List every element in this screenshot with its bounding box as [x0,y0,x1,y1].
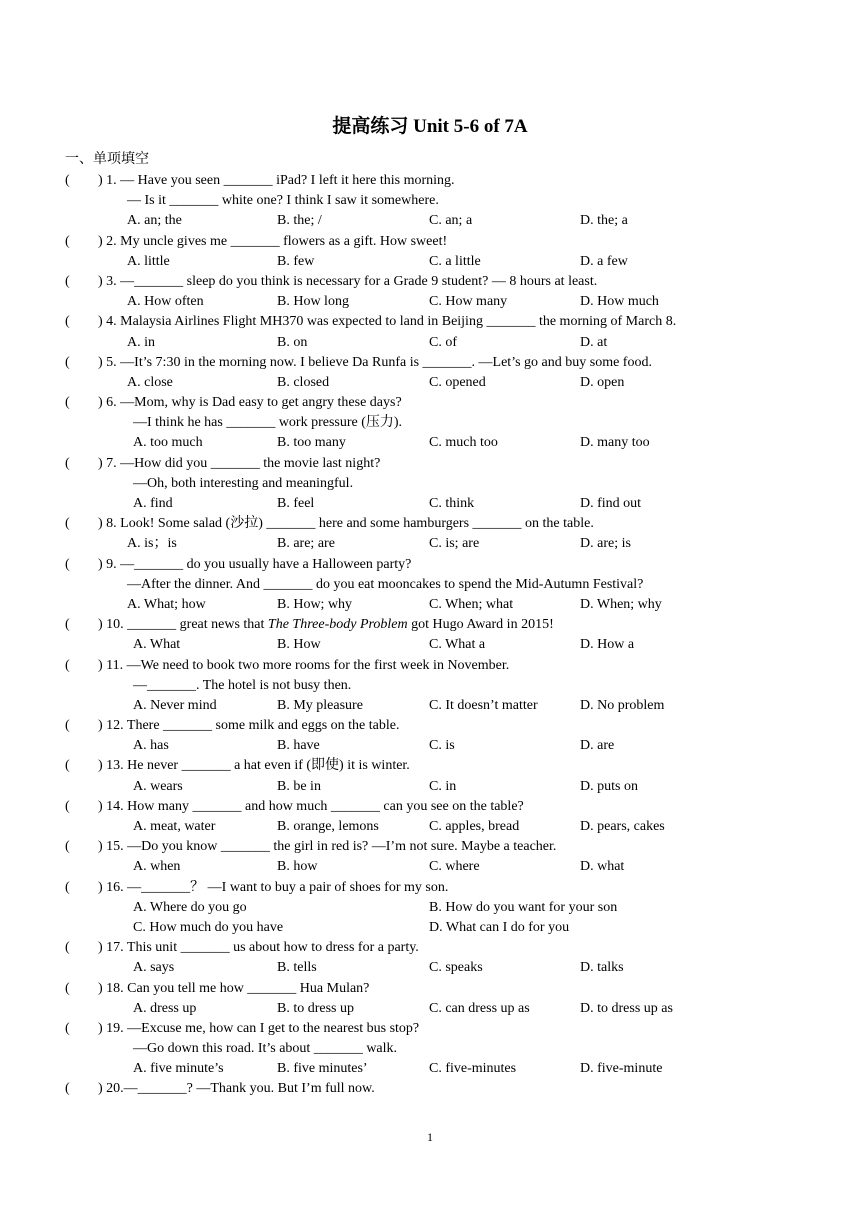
option-c: C. opened [429,374,486,390]
question-7 [0,454,860,474]
option-a: A. find [133,496,173,511]
answer-paren: ( [65,839,70,855]
option-a: A. five minute’s [133,1061,224,1077]
question-4 [0,312,860,332]
question-5 [0,353,860,373]
option-d: D. No problem [580,697,665,713]
option-c: C. much too [429,435,498,451]
option-b: B. How; why [277,596,353,612]
answer-paren: ( [65,879,70,895]
option-a: A. when [133,859,181,875]
question-text: ) 3. —_______ sleep do you think is necessary for a Grade 9 student? — 8 hours at least. [98,273,598,289]
option-d: D. what [580,859,625,875]
option-a: A. meat, water [133,819,216,834]
option-d: D. talks [580,960,624,976]
question-6 [0,393,860,413]
option-c: C. What a [429,637,486,653]
option-b: B. too many [277,435,346,451]
options-row [0,817,860,837]
option-d: D. to dress up as [580,1000,673,1016]
option-d: D. When; why [580,596,662,612]
option-b: B. be in [277,778,321,794]
option-b: B. the; / [277,213,322,229]
question-11 [0,656,860,676]
question-text: ) 15. —Do you know _______ the girl in red is? —I’m not sure. Maybe a teacher. [98,839,557,855]
options-row [0,736,860,756]
option-a: A. too much [133,435,203,451]
option-a: A. is；is [127,536,177,552]
option-c: C. where [429,859,480,875]
question-text: ) 1. — Have you seen _______ iPad? I left it here this morning. [98,173,455,188]
option-a: A. Where do you go [133,899,247,915]
options-row [0,252,860,272]
options-row [0,918,860,938]
option-d: D. at [580,334,608,350]
option-a: A. What; how [127,596,206,612]
options-row [0,534,860,554]
question-text: ) 12. There _______ some milk and eggs on the table. [98,718,400,734]
option-d: D. are; is [580,536,631,552]
option-d: D. many too [580,435,650,451]
options-row [0,696,860,716]
option-c: C. is [429,738,455,754]
option-b: B. on [277,334,308,350]
option-a: A. Never mind [133,697,217,713]
answer-paren: ( [65,273,70,289]
options-row [0,333,860,353]
question-1 [0,171,860,191]
question-17 [0,938,860,958]
question-12 [0,716,860,736]
question-text: ) 14. How many _______ and how much _______ can you see on the table? [98,798,524,814]
answer-paren: ( [65,395,70,411]
book-title: The Three-body Problem [267,617,408,633]
option-b: B. have [277,738,320,754]
answer-paren: ( [65,233,70,249]
answer-paren: ( [65,173,70,188]
option-b: B. how [277,859,318,875]
question-text: ) 7. —How did you _______ the movie last night? [98,455,381,471]
option-c: C. How many [429,294,508,310]
question-2 [0,232,860,252]
options-row [0,635,860,655]
question-20 [0,1079,860,1099]
option-b: B. How do you want for your son [429,899,618,915]
options-row [0,595,860,615]
option-a: A. says [133,960,175,976]
question-text: ) 11. —We need to book two more rooms for the first week in November. [98,657,510,673]
question-text-cont: —Go down this road. It’s about _______ walk. [133,1041,398,1057]
option-a: A. What [133,637,181,653]
answer-paren: ( [65,1020,70,1036]
option-c: C. speaks [429,960,483,976]
question-text: ) 17. This unit _______ us about how to dress for a party. [98,940,419,956]
options-row [0,857,860,877]
question-text: ) 2. My uncle gives me _______ flowers as a gift. How sweet! [98,233,448,249]
options-row [0,433,860,453]
page-number: 1 [427,1130,433,1144]
options-row [0,958,860,978]
option-b: B. tells [277,960,317,976]
answer-paren: ( [65,354,70,370]
option-d: D. pears, cakes [580,819,665,834]
option-d: D. open [580,374,625,390]
option-c: C. When; what [429,596,514,612]
option-b: B. orange, lemons [277,819,379,834]
option-a: A. an; the [127,213,182,229]
option-d: D. are [580,738,615,754]
question-14 [0,797,860,817]
option-c: C. of [429,334,457,350]
option-b: B. few [277,253,315,269]
option-c: C. is; are [429,536,480,552]
question-text: ) 4. Malaysia Airlines Flight MH370 was expected to land in Beijing _______ the morning of March 8. [98,314,677,330]
option-c: C. a little [429,253,481,269]
question-19 [0,1019,860,1039]
question-text: ) 5. —It’s 7:30 in the morning now. I believe Da Runfa is _______. —Let’s go and buy some food. [98,354,652,370]
options-row [0,494,860,514]
options-row [0,898,860,918]
option-a: A. close [127,374,173,390]
option-b: B. five minutes’ [277,1061,368,1077]
answer-paren: ( [65,556,70,572]
options-row [0,211,860,231]
option-c: C. five-minutes [429,1061,517,1077]
answer-paren: ( [65,516,70,532]
option-d: D. What can I do for you [429,919,570,935]
question-text-cont: —I think he has _______ work pressure (压力). [133,415,403,431]
question-text: ) 20.—_______? —Thank you. But I’m full now. [98,1081,375,1097]
question-text: ) 19. —Excuse me, how can I get to the nearest bus stop? [98,1020,420,1036]
option-d: D. find out [580,496,642,511]
option-b: B. My pleasure [277,697,363,713]
option-b: B. How [277,637,321,653]
answer-paren: ( [65,455,70,471]
option-c: C. How much do you have [133,919,284,935]
question-16 [0,878,860,898]
option-d: D. puts on [580,778,638,794]
question-text: ) 10. _______ great news that The Three-body Problem got Hugo Award in 2015! [98,617,554,633]
option-b: B. How long [277,294,349,310]
answer-paren: ( [65,657,70,673]
option-c: C. in [429,778,457,794]
option-c: C. think [429,496,475,511]
option-c: C. apples, bread [429,819,520,834]
option-a: A. in [127,334,155,350]
option-d: D. How a [580,637,635,653]
option-b: B. are; are [277,536,335,552]
question-text: ) 9. —_______ do you usually have a Halloween party? [98,556,412,572]
answer-paren: ( [65,940,70,956]
question-9 [0,555,860,575]
answer-paren: ( [65,718,70,734]
question-text: ) 18. Can you tell me how _______ Hua Mulan? [98,980,370,996]
question-list [0,171,860,1100]
option-c: C. an; a [429,213,473,229]
option-c: C. can dress up as [429,1000,530,1016]
question-text-cont: —After the dinner. And _______ do you eat mooncakes to spend the Mid-Autumn Festival? [127,576,644,592]
question-10 [0,615,860,635]
options-row [0,777,860,797]
option-a: A. little [127,253,170,269]
option-d: D. five-minute [580,1061,663,1077]
question-8 [0,514,860,534]
options-row [0,1059,860,1079]
options-row [0,292,860,312]
question-text: ) 6. —Mom, why is Dad easy to get angry these days? [98,395,402,411]
question-text-cont: — Is it _______ white one? I think I saw it somewhere. [127,193,439,209]
option-a: A. has [133,738,169,754]
question-3 [0,272,860,292]
answer-paren: ( [65,314,70,330]
option-a: A. How often [127,294,204,310]
option-d: D. the; a [580,213,628,229]
question-text: ) 8. Look! Some salad (沙拉) _______ here and some hamburgers _______ on the table. [98,516,594,532]
answer-paren: ( [65,980,70,996]
options-row [0,999,860,1019]
question-text: ) 16. —_______？ —I want to buy a pair of shoes for my son. [98,879,449,895]
option-a: A. dress up [133,1000,197,1016]
question-text-cont: —Oh, both interesting and meaningful. [133,475,354,491]
option-c: C. It doesn’t matter [429,697,538,713]
answer-paren: ( [65,758,70,774]
question-text: ) 13. He never _______ a hat even if (即使) it is winter. [98,758,410,774]
option-d: D. a few [580,253,628,269]
option-d: D. How much [580,294,659,310]
answer-paren: ( [65,798,70,814]
options-row [0,373,860,393]
option-b: B. closed [277,374,330,390]
page-title: 提高练习 Unit 5-6 of 7A [332,116,528,137]
answer-paren: ( [65,1081,70,1097]
option-b: B. to dress up [277,1000,354,1016]
question-18 [0,979,860,999]
question-13 [0,756,860,776]
option-b: B. feel [277,496,315,511]
section-heading: 一、单项填空 [65,152,149,167]
question-text-cont: —_______. The hotel is not busy then. [133,677,352,693]
question-15 [0,837,860,857]
option-a: A. wears [133,778,183,794]
answer-paren: ( [65,617,70,633]
